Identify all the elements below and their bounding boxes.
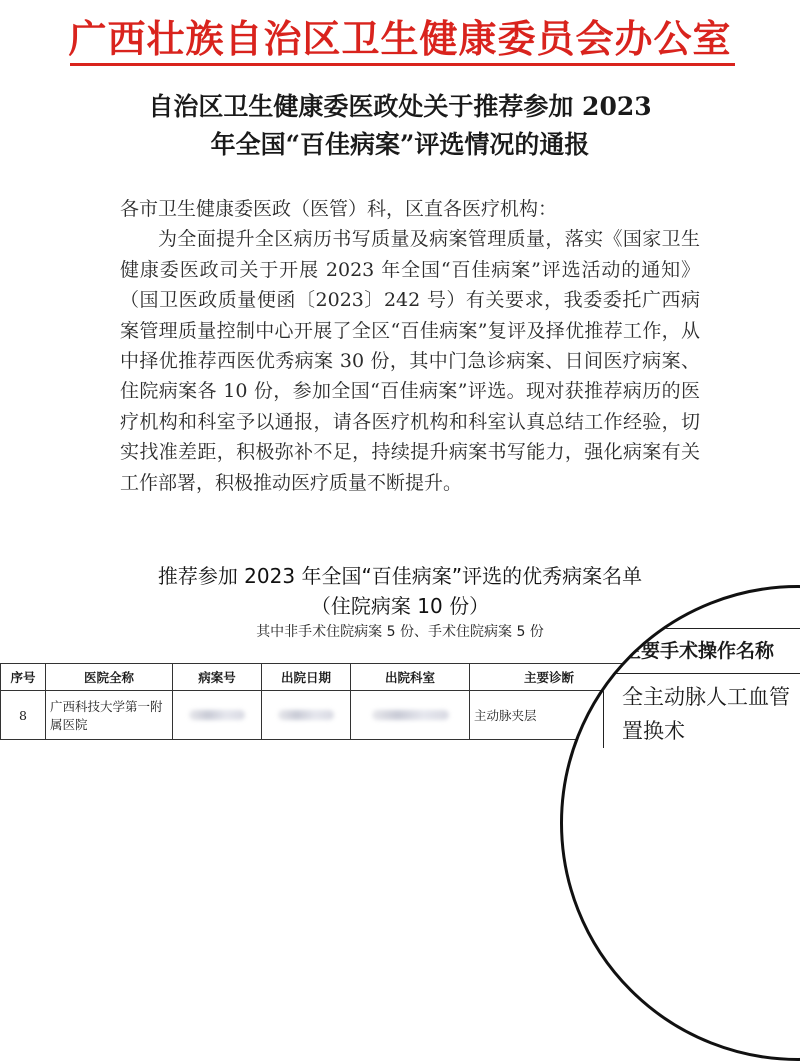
row-discharge-date-redacted [262,691,351,740]
col-header-index: 序号 [1,664,46,691]
notice-paragraph: 为全面提升全区病历书写质量及病案管理质量，落实《国家卫生健康委医政司关于开展 2023 年全国“百佳病案”评选活动的通知》（国卫医政质量便函〔2023〕242 号）有关要求，我委委托广西病案管理质量控制中心开展了全区“百佳病案”复评及择优推荐工作，从中择优推荐西医优秀病案 30 份，其中门急诊病案、日间医疗病案、住院病案各 10 份，参加全国“百佳病案”评选。现对获推荐病历的医疗机构和科室予以通报，请各医疗机构和科室认真总结工作经验，切实找准差距，积极弥补不足，持续提升病案书写能力，强化病案有关工作部署，积极推动医疗质量不断提升。 [120,228,700,494]
notice-body [120,194,700,498]
row-department-redacted [351,691,470,740]
table-header-row [1,664,629,691]
row-diagnosis: 主动脉夹层 [470,691,629,740]
magnified-cell-line1: 全主动脉人工血管 [622,685,790,709]
row-case-number-redacted [173,691,262,740]
magnified-cell [603,674,800,748]
magnified-cell-line2: 置换术 [622,719,685,743]
col-header-department: 出院科室 [351,664,470,691]
magnified-column-header: 主要手术操作名称 [603,628,800,674]
col-header-case-number: 病案号 [173,664,262,691]
col-header-hospital: 医院全称 [46,664,173,691]
notice-title [0,88,800,164]
row-index: 8 [1,691,46,740]
case-table [0,663,629,740]
table-row [1,691,629,740]
notice-title-line1: 自治区卫生健康委医政处关于推荐参加 2023 [148,92,652,121]
red-divider [70,63,735,66]
row-hospital: 广西科技大学第一附属医院 [46,691,173,740]
list-title: 推荐参加 2023 年全国“百佳病案”评选的优秀病案名单 [157,564,643,588]
letterhead-title: 广西壮族自治区卫生健康委员会办公室 [68,16,732,61]
notice-title-line2: 年全国“百佳病案”评选情况的通报 [210,130,590,159]
list-subtitle: （住院病案 10 份） [310,594,490,618]
salutation: 各市卫生健康委医政（医管）科，区直各医疗机构： [120,198,558,220]
list-note: 其中非手术住院病案 5 份、手术住院病案 5 份 [256,624,544,640]
col-header-diagnosis: 主要诊断 [470,664,629,691]
magnifier-callout [560,585,800,1061]
col-header-discharge-date: 出院日期 [262,664,351,691]
